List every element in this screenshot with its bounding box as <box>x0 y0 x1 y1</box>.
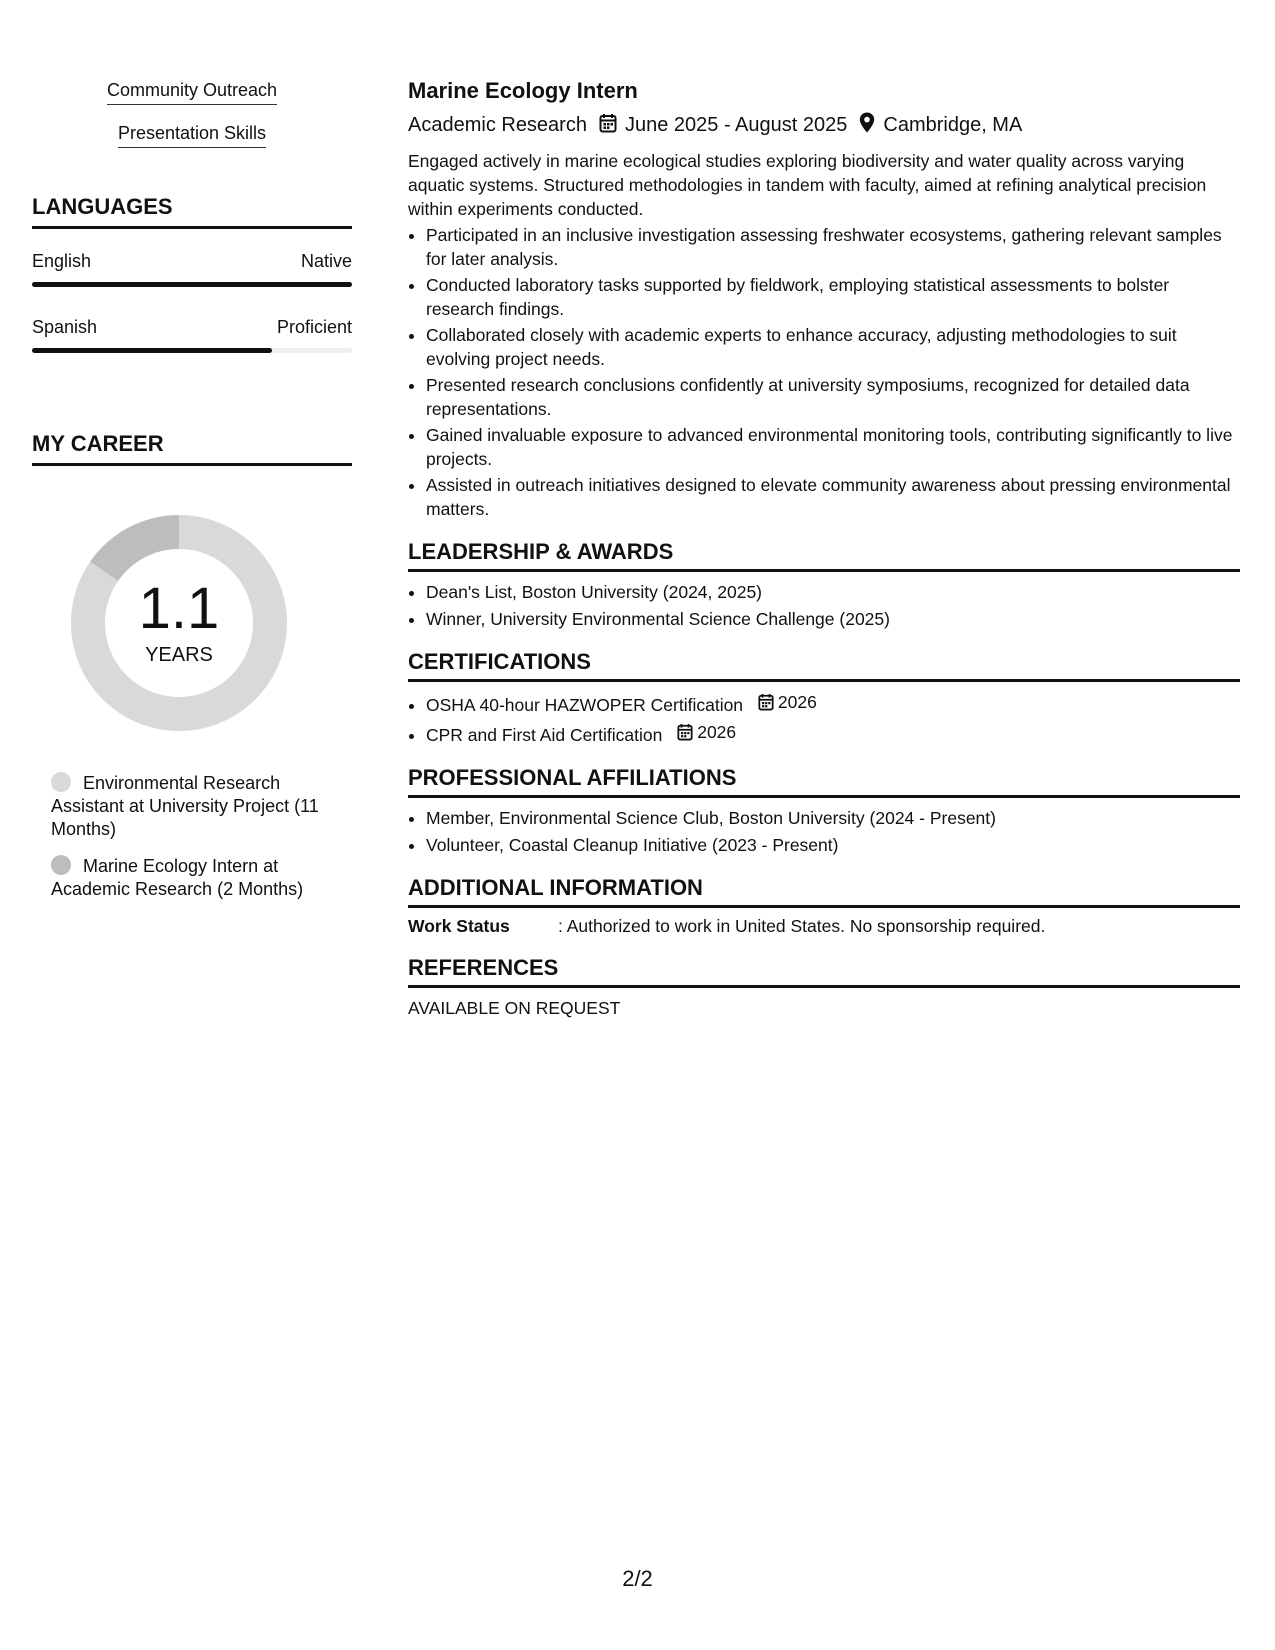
job-company: Academic Research <box>408 114 587 136</box>
legend-item <box>51 855 341 901</box>
certifications-list <box>408 690 1240 747</box>
work-status-value: : Authorized to work in United States. No sponsorship required. <box>558 916 1046 936</box>
list-item: • Participated in an inclusive investigation assessing freshwater ecosystems, gathering relevant samples for later analysis. <box>426 223 1240 271</box>
language-item <box>32 251 352 287</box>
list-item: • Dean's List, Boston University (2024, 2025) <box>426 580 1240 604</box>
cert-year <box>758 690 817 714</box>
job-title: Marine Ecology Intern <box>408 78 638 103</box>
cert-name: CPR and First Aid Certification <box>426 725 663 745</box>
list-item: • Gained invaluable exposure to advanced environmental monitoring tools, contributing significantly to live projects. <box>426 423 1240 471</box>
right-column <box>408 78 1240 1019</box>
work-status <box>408 916 1240 937</box>
language-bar-fill <box>32 348 272 353</box>
location-pin-icon <box>859 112 875 139</box>
references-text: AVAILABLE ON REQUEST <box>408 998 621 1018</box>
skill-label: Community Outreach <box>107 80 277 105</box>
job-location: Cambridge, MA <box>883 114 1023 136</box>
legend-item <box>51 772 341 841</box>
language-level: Proficient <box>276 317 352 337</box>
language-name: Spanish <box>32 317 98 337</box>
references-heading: REFERENCES <box>408 955 1240 988</box>
list-item: • Presented research conclusions confidently at university symposiums, recognized for detailed data representations. <box>426 373 1240 421</box>
job-summary: Engaged actively in marine ecological studies exploring biodiversity and water quality across varying aquatic systems. Structured methodologies in tandem with faculty, aimed at refining analytical precision within experiments conducted. <box>408 151 1207 219</box>
language-bar <box>32 348 352 353</box>
additional-heading: ADDITIONAL INFORMATION <box>408 875 1240 908</box>
languages-heading: LANGUAGES <box>32 194 352 229</box>
affiliations-heading: PROFESSIONAL AFFILIATIONS <box>408 765 1240 798</box>
awards-heading: LEADERSHIP & AWARDS <box>408 539 1240 572</box>
job-dates: June 2025 - August 2025 <box>624 114 848 136</box>
calendar-icon <box>758 693 774 711</box>
awards-list <box>408 580 1240 631</box>
skill-label: Presentation Skills <box>118 123 266 148</box>
left-column <box>32 80 352 915</box>
language-item <box>32 317 352 353</box>
list-item <box>426 720 1240 747</box>
skill-item <box>32 123 352 148</box>
cert-year-text: 2026 <box>697 722 737 742</box>
list-item: • Member, Environmental Science Club, Boston University (2024 - Present) <box>426 806 1240 830</box>
career-legend <box>51 772 341 901</box>
career-total: 1.1 <box>138 575 220 641</box>
cert-name: OSHA 40-hour HAZWOPER Certification <box>426 695 744 715</box>
page-number: 2/2 <box>622 1566 653 1591</box>
skill-item <box>32 80 352 105</box>
calendar-icon <box>599 113 617 139</box>
list-item: • Winner, University Environmental Science Challenge (2025) <box>426 607 1240 631</box>
list-item <box>426 690 1240 717</box>
list-item: • Assisted in outreach initiatives designed to elevate community awareness about pressing environmental matters. <box>426 473 1240 521</box>
list-item: • Volunteer, Coastal Cleanup Initiative (2023 - Present) <box>426 833 1240 857</box>
certifications-heading: CERTIFICATIONS <box>408 649 1240 682</box>
cert-year-text: 2026 <box>777 692 817 712</box>
list-item: • Collaborated closely with academic experts to enhance accuracy, adjusting methodologies to suit evolving project needs. <box>426 323 1240 371</box>
legend-label: Marine Ecology Intern at Academic Research (2 Months) <box>51 856 304 899</box>
work-status-label: Work Status <box>408 916 510 936</box>
language-level: Native <box>300 251 352 271</box>
legend-label: Environmental Research Assistant at University Project (11 Months) <box>51 773 319 839</box>
list-item: • Conducted laboratory tasks supported by fieldwork, employing statistical assessments to bolster research findings. <box>426 273 1240 321</box>
language-name: English <box>32 251 92 271</box>
job-bullets <box>408 223 1240 521</box>
career-unit: YEARS <box>145 643 213 666</box>
job-meta <box>408 112 1240 139</box>
career-donut <box>66 510 292 736</box>
cert-year <box>677 720 736 744</box>
affiliations-list <box>408 806 1240 857</box>
legend-dot <box>51 855 71 875</box>
language-bar-fill <box>32 282 352 287</box>
legend-dot <box>51 772 71 792</box>
career-heading: MY CAREER <box>32 431 352 466</box>
language-bar <box>32 282 352 287</box>
calendar-icon <box>677 723 693 741</box>
